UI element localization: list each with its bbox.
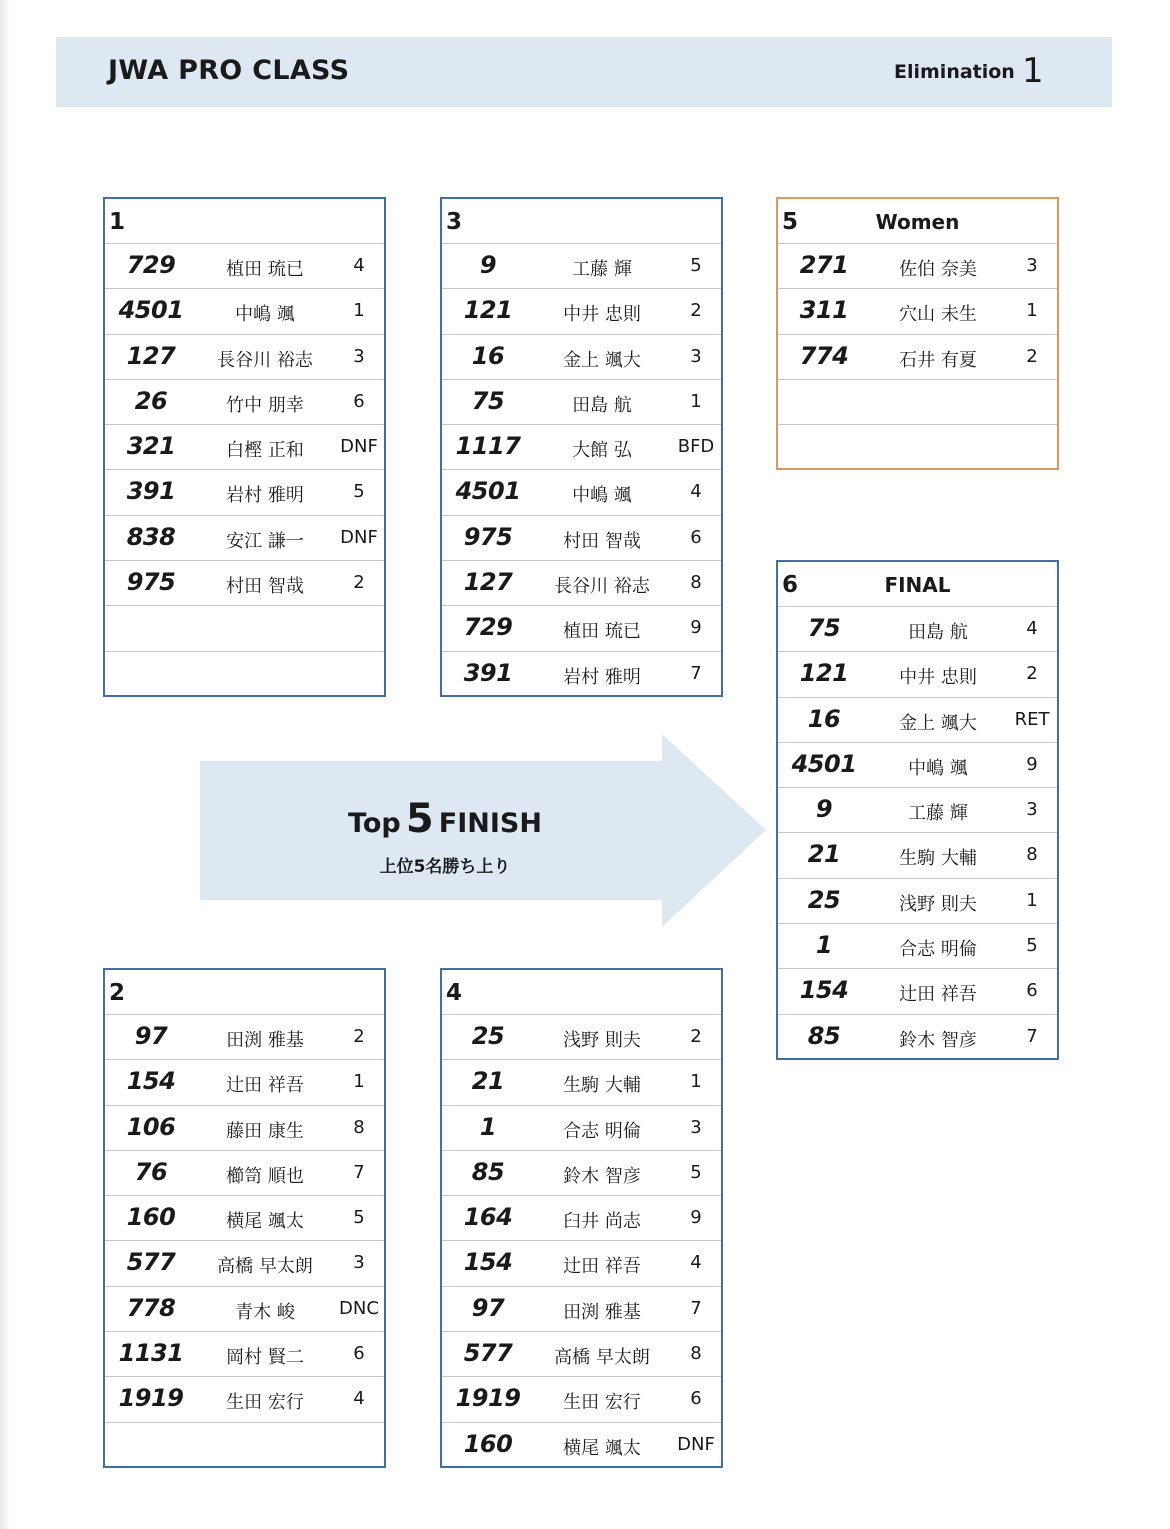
table-row (442, 1241, 721, 1286)
race-result: 8 (353, 1116, 365, 1138)
table-row (442, 244, 721, 289)
sailor-name: 白樫 正和 (226, 440, 304, 462)
table-row (442, 606, 721, 651)
page-title: JWA PRO CLASS (108, 55, 350, 86)
table-row (442, 1377, 721, 1422)
table-row (442, 652, 721, 697)
table-row (442, 425, 721, 470)
race-result: 3 (353, 345, 365, 367)
sailor-name: 鈴木 智彦 (899, 1029, 977, 1051)
sail-number: 21 (807, 840, 841, 869)
sailor-name: 高橋 早太朗 (554, 1347, 650, 1369)
sailor-name: 生田 宏行 (563, 1392, 641, 1414)
sail-number: 778 (126, 1293, 176, 1322)
table-row (778, 652, 1057, 697)
table-row (442, 1151, 721, 1196)
heat-number: 3 (446, 209, 463, 235)
table-row (105, 470, 384, 515)
sailor-name: 岡村 賢二 (226, 1347, 304, 1369)
race-result: 4 (1026, 618, 1038, 639)
table-row (778, 607, 1057, 652)
table-row (105, 289, 384, 334)
sailor-name: 竹中 朋幸 (226, 394, 304, 416)
sail-number: 975 (126, 568, 176, 597)
sailor-name: 高橋 早太朗 (217, 1256, 313, 1278)
sail-number: 121 (799, 659, 849, 688)
sailor-name: 鈴木 智彦 (563, 1165, 641, 1187)
heat-header (442, 199, 721, 244)
table-row (105, 561, 384, 606)
sail-number: 311 (799, 296, 849, 325)
table-row (105, 425, 384, 470)
heat-number: 1 (109, 209, 126, 235)
sail-number: 1919 (118, 1384, 184, 1413)
heat-table-2 (103, 968, 386, 1468)
race-result: 3 (353, 1252, 365, 1274)
heat-header (105, 199, 384, 244)
table-row (778, 1015, 1057, 1060)
table-row (442, 1423, 721, 1468)
sail-number: 154 (463, 1248, 513, 1277)
sail-number: 9 (815, 795, 833, 824)
race-result: 5 (353, 481, 365, 503)
sail-number: 838 (126, 522, 176, 551)
sail-number: 85 (807, 1021, 841, 1050)
table-row (105, 1196, 384, 1241)
heat-table-6-final (776, 560, 1059, 1060)
sailor-name: 横尾 颯太 (563, 1437, 641, 1459)
sailor-name: 中井 忠則 (563, 304, 641, 326)
race-result: 6 (690, 526, 702, 548)
sailor-name: 中嶋 颯 (908, 757, 968, 779)
table-row (442, 1196, 721, 1241)
sailor-name: 植田 琉已 (226, 259, 304, 280)
sailor-name: 金上 颯大 (563, 349, 641, 371)
race-result: DNC (339, 1297, 379, 1319)
sail-number: 106 (126, 1112, 176, 1141)
table-row (442, 289, 721, 334)
page-header (56, 37, 1112, 107)
race-result: 2 (690, 1026, 702, 1047)
sailor-name: 村田 智哉 (563, 530, 641, 552)
sailor-name: 村田 智哉 (226, 576, 304, 598)
table-row (105, 1287, 384, 1332)
race-result: 1 (690, 1071, 702, 1093)
table-row (105, 1060, 384, 1105)
race-result: 7 (1026, 1025, 1038, 1047)
sailor-name: 横尾 颯太 (226, 1211, 304, 1233)
heat-label: FINAL (884, 573, 951, 597)
sailor-name: 田渕 雅基 (226, 1030, 304, 1051)
sailor-name: 浅野 則夫 (899, 893, 977, 915)
sail-number: 97 (471, 1293, 505, 1322)
sailor-name: 大館 弘 (572, 440, 632, 462)
race-result: 1 (1026, 300, 1038, 322)
sail-number: 9 (479, 251, 497, 279)
arrow-top-word: Top (348, 808, 401, 839)
sailor-name: 工藤 輝 (908, 803, 968, 825)
sail-number: 1131 (118, 1339, 184, 1368)
sailor-name: 田島 航 (908, 622, 968, 643)
table-row (105, 1106, 384, 1151)
sailor-name: 青木 峻 (235, 1301, 295, 1323)
race-result: 5 (1026, 935, 1038, 957)
table-row (105, 516, 384, 561)
page-edge-shadow (0, 0, 10, 1529)
table-row (442, 516, 721, 561)
sail-number: 75 (807, 614, 841, 642)
race-result: 2 (353, 572, 365, 594)
race-result: DNF (340, 436, 378, 458)
sail-number: 154 (126, 1067, 176, 1096)
race-result: 4 (353, 1388, 365, 1410)
sailor-name: 金上 颯大 (899, 712, 977, 734)
sail-number: 1117 (455, 432, 521, 461)
sailor-name: 辻田 祥吾 (563, 1256, 641, 1278)
heat-header (778, 562, 1057, 607)
race-result: 2 (1026, 345, 1038, 367)
heat-number: 5 (782, 209, 799, 235)
race-result: 9 (1026, 753, 1038, 775)
sailor-name: 石井 有夏 (899, 349, 977, 371)
sail-number: 4501 (118, 296, 184, 325)
race-result: 3 (690, 1116, 702, 1138)
elimination-label: Elimination (894, 61, 1015, 83)
sailor-name: 生駒 大輔 (899, 848, 977, 870)
sailor-name: 臼井 尚志 (563, 1211, 641, 1233)
heat-header (442, 970, 721, 1015)
table-row (105, 606, 384, 651)
race-result: 5 (690, 255, 702, 276)
sailor-name: 長谷川 裕志 (217, 349, 313, 371)
table-row (105, 1377, 384, 1422)
race-result: 2 (353, 1026, 365, 1047)
table-row (442, 1015, 721, 1060)
sailor-name: 合志 明倫 (899, 939, 977, 961)
race-result: BFD (677, 436, 715, 458)
race-result: 1 (690, 390, 702, 412)
sail-number: 1 (815, 931, 833, 960)
sail-number: 577 (126, 1248, 176, 1277)
table-row (778, 743, 1057, 788)
race-result: DNF (677, 1433, 715, 1455)
table-row (778, 698, 1057, 743)
race-result: 6 (353, 1343, 365, 1365)
sailor-name: 浅野 則夫 (563, 1030, 641, 1051)
table-row (778, 788, 1057, 833)
sail-number: 4501 (455, 477, 521, 506)
heat-table-5-women (776, 197, 1059, 470)
arrow-subtitle: 上位5名勝ち上り (379, 857, 511, 877)
table-row (105, 1015, 384, 1060)
table-row (778, 969, 1057, 1014)
sail-number: 16 (471, 341, 505, 370)
table-row (778, 380, 1057, 425)
race-result: 9 (690, 1207, 702, 1229)
sailor-name: 長谷川 裕志 (554, 576, 650, 598)
race-result: 3 (1026, 799, 1038, 821)
sailor-name: 田渕 雅基 (563, 1301, 641, 1323)
race-result: 1 (353, 1071, 365, 1093)
table-row (105, 1332, 384, 1377)
elimination-number: 1 (1022, 51, 1044, 91)
race-result: 7 (690, 1297, 702, 1319)
heat-table-4 (440, 968, 723, 1468)
heat-header (778, 199, 1057, 244)
table-row (442, 1332, 721, 1377)
sail-number: 729 (126, 251, 176, 279)
table-row (105, 652, 384, 697)
race-result: 4 (353, 255, 365, 276)
table-row (442, 1106, 721, 1151)
heat-number: 2 (109, 980, 126, 1006)
arrow-finish-word: FINISH (438, 808, 542, 839)
sailor-name: 辻田 祥吾 (226, 1075, 304, 1097)
sailor-name: 生田 宏行 (226, 1392, 304, 1414)
sailor-name: 櫛笥 順也 (226, 1165, 304, 1187)
sail-number: 160 (126, 1203, 176, 1232)
race-result: 6 (690, 1388, 702, 1410)
table-row (105, 244, 384, 289)
sail-number: 1919 (455, 1384, 521, 1413)
sail-number: 127 (463, 568, 513, 597)
table-row (778, 425, 1057, 470)
table-row (778, 879, 1057, 924)
sail-number: 97 (134, 1022, 168, 1050)
sail-number: 729 (463, 613, 513, 642)
heat-header (105, 970, 384, 1015)
race-result: 5 (353, 1207, 365, 1229)
sailor-name: 岩村 雅明 (226, 485, 304, 507)
race-result: 7 (353, 1161, 365, 1183)
table-row (778, 833, 1057, 878)
race-result: 4 (690, 481, 702, 503)
sailor-name: 佐伯 奈美 (899, 259, 977, 280)
table-row (105, 1151, 384, 1196)
table-row (442, 561, 721, 606)
sail-number: 25 (471, 1022, 505, 1050)
sail-number: 975 (463, 522, 513, 551)
sail-number: 21 (471, 1067, 505, 1096)
table-row (105, 1241, 384, 1286)
advance-arrow (200, 734, 766, 927)
race-result: 2 (1026, 663, 1038, 685)
sailor-name: 安江 謙一 (226, 530, 304, 552)
sail-number: 1 (479, 1112, 497, 1141)
sail-number: 391 (463, 658, 513, 687)
sailor-name: 植田 琉已 (563, 621, 641, 643)
table-row (442, 380, 721, 425)
sailor-name: 穴山 未生 (899, 304, 977, 326)
sail-number: 25 (807, 885, 841, 914)
arrow-count: 5 (405, 796, 434, 842)
table-row (778, 289, 1057, 334)
table-row (442, 1060, 721, 1105)
table-row (778, 335, 1057, 380)
table-row (442, 1287, 721, 1332)
table-row (442, 335, 721, 380)
sailor-name: 中嶋 颯 (235, 304, 295, 326)
race-result: 6 (1026, 980, 1038, 1002)
sailor-name: 中井 忠則 (899, 667, 977, 689)
race-result: 9 (690, 617, 702, 639)
sail-number: 271 (799, 251, 849, 279)
race-result: 8 (690, 572, 702, 594)
table-row (442, 470, 721, 515)
sailor-name: 中嶋 颯 (572, 485, 632, 507)
table-row (105, 1423, 384, 1468)
sail-number: 76 (134, 1157, 168, 1186)
sail-number: 121 (463, 296, 513, 325)
sailor-name: 生駒 大輔 (563, 1075, 641, 1097)
table-row (778, 924, 1057, 969)
heat-table-1 (103, 197, 386, 697)
sailor-name: 辻田 祥吾 (899, 984, 977, 1006)
heat-label: Women (875, 210, 960, 234)
heat-number: 6 (782, 572, 799, 598)
sail-number: 321 (126, 432, 176, 461)
race-result: 8 (1026, 844, 1038, 866)
table-row (778, 244, 1057, 289)
sailor-name: 藤田 康生 (226, 1120, 304, 1142)
arrow-heading (200, 796, 690, 842)
sailor-name: 田島 航 (572, 394, 632, 416)
race-result: 6 (353, 390, 365, 412)
table-row (105, 380, 384, 425)
race-result: 2 (690, 300, 702, 322)
race-result: 1 (1026, 889, 1038, 911)
sail-number: 164 (463, 1203, 513, 1232)
race-result: 3 (1026, 255, 1038, 276)
sail-number: 127 (126, 341, 176, 370)
sail-number: 4501 (791, 749, 857, 778)
sail-number: 75 (471, 386, 505, 415)
race-result: 5 (690, 1161, 702, 1183)
sail-number: 160 (463, 1429, 513, 1458)
race-result: DNF (340, 526, 378, 548)
heat-table-3 (440, 197, 723, 697)
sail-number: 16 (807, 704, 841, 733)
race-result: 1 (353, 300, 365, 322)
table-row (105, 335, 384, 380)
race-result: 4 (690, 1252, 702, 1274)
heat-number: 4 (446, 980, 463, 1006)
sail-number: 391 (126, 477, 176, 506)
sail-number: 577 (463, 1339, 513, 1368)
sail-number: 85 (471, 1157, 505, 1186)
sailor-name: 岩村 雅明 (563, 666, 641, 688)
race-result: 3 (690, 345, 702, 367)
race-result: 8 (690, 1343, 702, 1365)
sail-number: 774 (799, 341, 849, 370)
sailor-name: 合志 明倫 (563, 1120, 641, 1142)
sail-number: 26 (134, 386, 168, 415)
race-result: RET (1014, 708, 1050, 730)
race-result: 7 (690, 662, 702, 684)
sailor-name: 工藤 輝 (572, 259, 632, 280)
sail-number: 154 (799, 976, 849, 1005)
